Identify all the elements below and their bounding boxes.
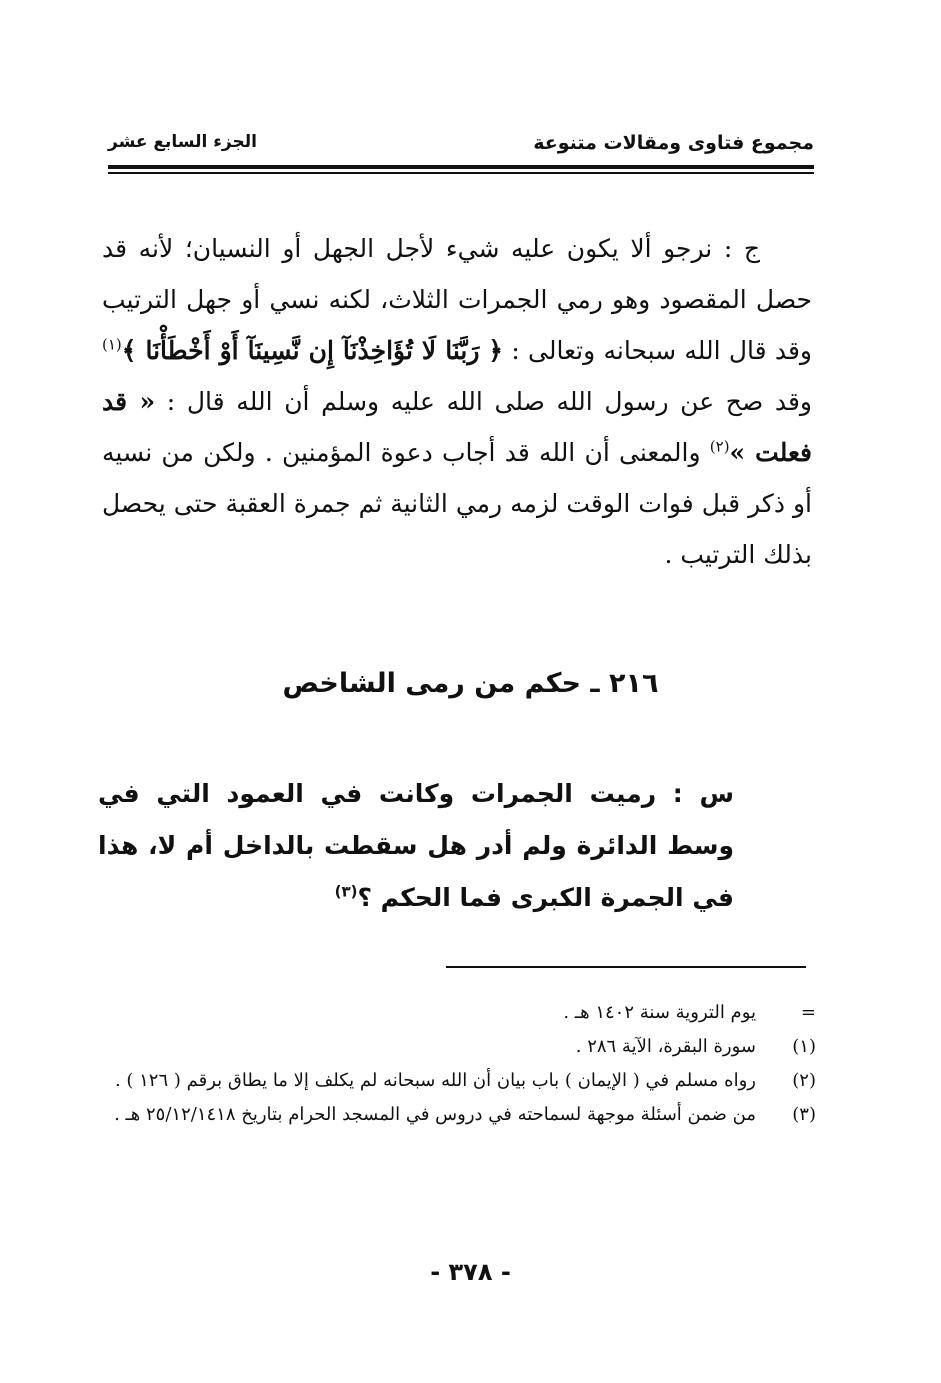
book-title: مجموع فتاوى ومقالات متنوعة [533,132,814,154]
footnote-ref-1: (١) [102,335,122,354]
answer-paragraph [102,223,812,580]
footnote-item [96,1064,816,1098]
footnote-text: سورة البقرة، الآية ٢٨٦ . [575,1036,756,1057]
answer-text-3: والمعنى أن الله قد أجاب دعوة المؤمنين . ولكن من نسيه أو ذكر قبل فوات الوقت لزمه رمي الثانية ثم جمرة العقبة حتى يحصل بذلك الترتيب . [102,438,812,569]
footnote-separator [446,966,806,968]
quran-verse: ﴿ رَبَّنَا لَا تُؤَاخِذْنَآ إِن نَّسِينَآ أَوْ أَخْطَأْنَا ﴾ [121,336,504,365]
footnote-item [96,1030,816,1064]
footnote-text: من ضمن أسئلة موجهة لسماحته في دروس في المسجد الحرام بتاريخ ٢٥/١٢/١٤١٨ هـ . [114,1104,756,1125]
section-heading: ٢١٦ ـ حكم من رمى الشاخص [282,668,659,699]
answer-text-1: نرجو ألا يكون عليه شيء لأجل الجهل أو النسيان؛ لأنه قد حصل المقصود وهو رمي الجمرات الثلاث، لكنه نسي أو جهل الترتيب وقد قال الله سبحانه وتعالى : [102,234,812,365]
footnote-text: يوم التروية سنة ١٤٠٢ هـ . [563,1002,756,1023]
footnote-mark: (٢) [792,1070,816,1091]
answer-prefix: ج : [712,234,760,263]
footnote-item [96,996,816,1030]
header-rule-thin [108,172,814,174]
question-text: س : رميت الجمرات وكانت في العمود التي في وسط الدائرة ولم أدر هل سقطت بالداخل أم لا، هذا في الجمرة الكبرى فما الحكم ؟ [98,779,734,912]
footnote-mark: = [800,1002,816,1023]
answer-text-2: وقد صح عن رسول الله صلى الله عليه وسلم أن الله قال : [155,387,812,416]
footnote-ref-2: (٢) [709,437,730,456]
footnote-mark: (٣) [792,1104,816,1125]
footnote-text: رواه مسلم في ( الإيمان ) باب بيان أن الله سبحانه لم يكلف إلا ما يطاق برقم ( ١٢٦ ) . [114,1070,756,1091]
running-header [108,128,814,162]
header-rule-thick [108,165,814,169]
page-number: - ٣٧٨ - [430,1258,511,1286]
footnote-mark: (١) [792,1036,816,1057]
footnotes [96,996,816,1132]
question-paragraph [98,768,734,924]
footnote-item [96,1098,816,1132]
volume-label: الجزء السابع عشر [108,132,257,152]
footnote-ref-3: (٣) [334,882,358,901]
hadith-quote: « قد فعلت » [102,387,812,467]
